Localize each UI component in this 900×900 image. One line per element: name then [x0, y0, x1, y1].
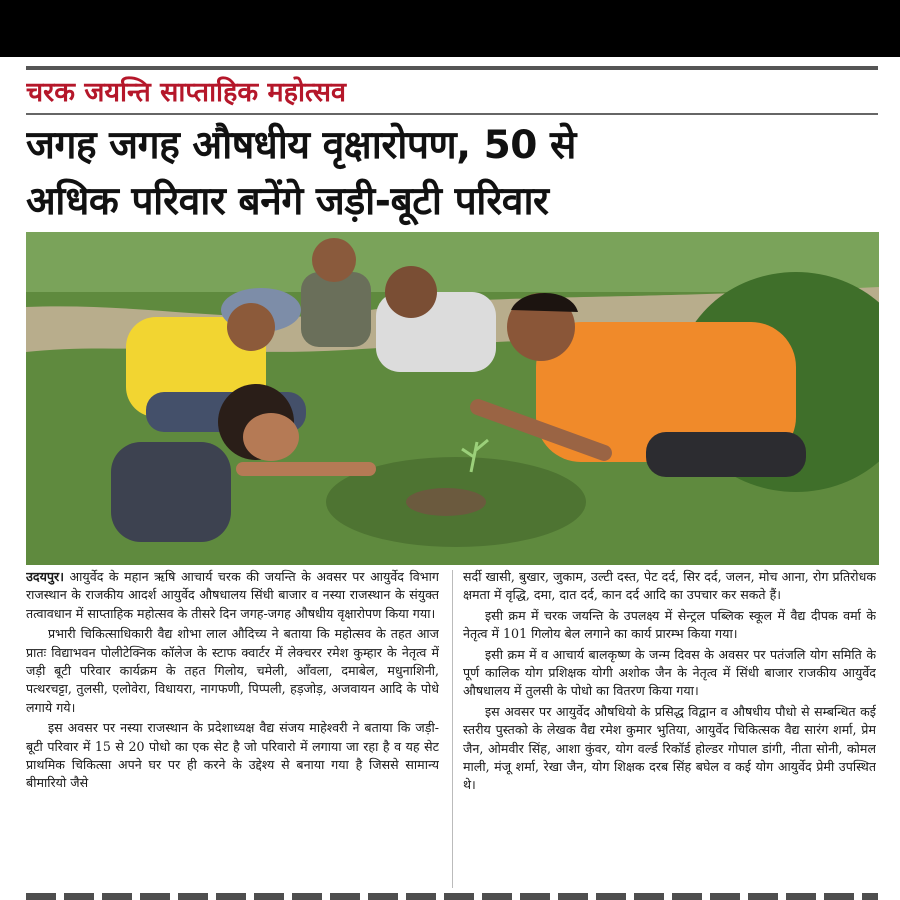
news-photo	[26, 232, 879, 565]
section-kicker: चरक जयन्ति साप्ताहिक महोत्सव	[26, 77, 346, 108]
header-rule	[26, 66, 878, 70]
kicker-rule	[26, 113, 878, 115]
person-grey-head	[385, 266, 437, 318]
boy-shirt	[111, 442, 231, 542]
headline-line-2: अधिक परिवार बनेंगे जड़ी-बूटी परिवार	[26, 179, 549, 224]
article-column-left	[26, 568, 439, 892]
article-paragraph-3: इस अवसर पर नस्या राजस्थान के प्रदेशाध्यक्ष वैद्य संजय माहेश्वरी ने बताया कि जड़ी-बूटी परिवार में 15 से 20 पोधो का एक सेट है जो परिवारो में लगाया जा रहा है व यह सेट प्राथमिक चिकित्सा अपने घर पर ही करने के उद्देश्य से बनाया गया है जिससे सामान्य बीमारियो जैसे	[26, 720, 439, 791]
headline	[26, 118, 878, 230]
article-paragraph-1	[26, 568, 439, 623]
person-back-shirt	[301, 272, 371, 347]
dug-hole	[406, 488, 486, 516]
boy-face	[243, 413, 299, 461]
article-paragraph-2: प्रभारी चिकित्साधिकारी वैद्य शोभा लाल औदिच्य ने बताया कि महोत्सव के तहत आज प्रातः विद्याभवन पोलीटेक्निक कॉलेज के स्टाफ क्वार्टर में लेक्चरर रमेश कुम्हार के नेतृत्व में जड़ी बूटी परिवार कार्यक्रम के तहत गिलोय, चमेली, आँवला, दमाबेल, मधुनाशिनी, पत्थरचट्टा, तुलसी, एलोवेरा, विधायरा, नागफणी, पिप्पली, हड़जोड़, अजवायन आदि के पोधे लगाये गये।	[26, 626, 439, 715]
top-black-band	[0, 0, 900, 57]
photo-illustration	[26, 232, 879, 565]
article-paragraph-7: इस अवसर पर आयुर्वेद औषधियो के प्रसिद्ध विद्वान व औषधीय पौधो से सम्बन्धित कई स्तरीय पुस्तको के लेखक वैद्य रमेश कुमार भुतिया, आयुर्वेद चिकित्सक वैद्य सारंग शर्मा, प्रेम जैन, ओमवीर सिंह, आशा कुंवर, योग वर्ल्ड रिकॉर्ड होल्डर गोपाल डांगी, नीता सोनी, कोमल माली, मंजू शर्मा, रेखा जैन, योग शिक्षक दरब सिंह बघेल व कई योग आयुर्वेद प्रेमी उपस्थित थे।	[463, 703, 876, 793]
person-back-head	[312, 238, 356, 282]
boy-arm	[236, 462, 376, 476]
person-yellow-head	[227, 303, 275, 351]
column-divider	[452, 570, 453, 888]
article-paragraph-4: सर्दी खासी, बुखार, जुकाम, उल्टी दस्त, पेट दर्द, सिर दर्द, जलन, मोच आना, रोग प्रतिरोधक क्षमता में वृद्धि, दमा, दात दर्द, कान दर्द आदि का उपचार कर सकते हैं।	[463, 569, 876, 603]
article-paragraph-6: इसी क्रम में व आचार्य बालकृष्ण के जन्म दिवस के अवसर पर पतंजलि योग समिति के पूर्ण कालिक योग प्रशिक्षक योगी अशोक जैन के नेतृत्व में सिंधी बाजार राजकीय आयुर्वेद औषधालय में तुलसी के पोधो का वितरण किया गया।	[463, 646, 876, 699]
dateline: उदयपुर।	[26, 569, 64, 584]
person-orange-pants	[646, 432, 806, 477]
headline-line-1: जगह जगह औषधीय वृक्षारोपण, 50 से	[26, 123, 576, 168]
article-paragraph-5: इसी क्रम में चरक जयन्ति के उपलक्ष्य में सेन्ट्रल पब्लिक स्कूल में वैद्य दीपक वर्मा के नेतृत्व में 101 गिलोय बेल लगाने का कार्य प्रारम्भ किया गया।	[463, 607, 876, 642]
next-article-cut-off	[26, 893, 878, 900]
article-column-right	[463, 568, 876, 892]
paragraph-text: आयुर्वेद के महान ऋषि आचार्य चरक की जयन्ति के अवसर पर आयुर्वेद विभाग राजस्थान के राजकीय आदर्श आयुर्वेद औषधालय सिंधी बाजार व नस्या राजस्थान के संयुक्त तत्वावधान में साप्ताहिक महोत्सव के तीसरे दिन जगह-जगह औषधीय वृक्षारोपण किया गया।	[26, 569, 439, 621]
